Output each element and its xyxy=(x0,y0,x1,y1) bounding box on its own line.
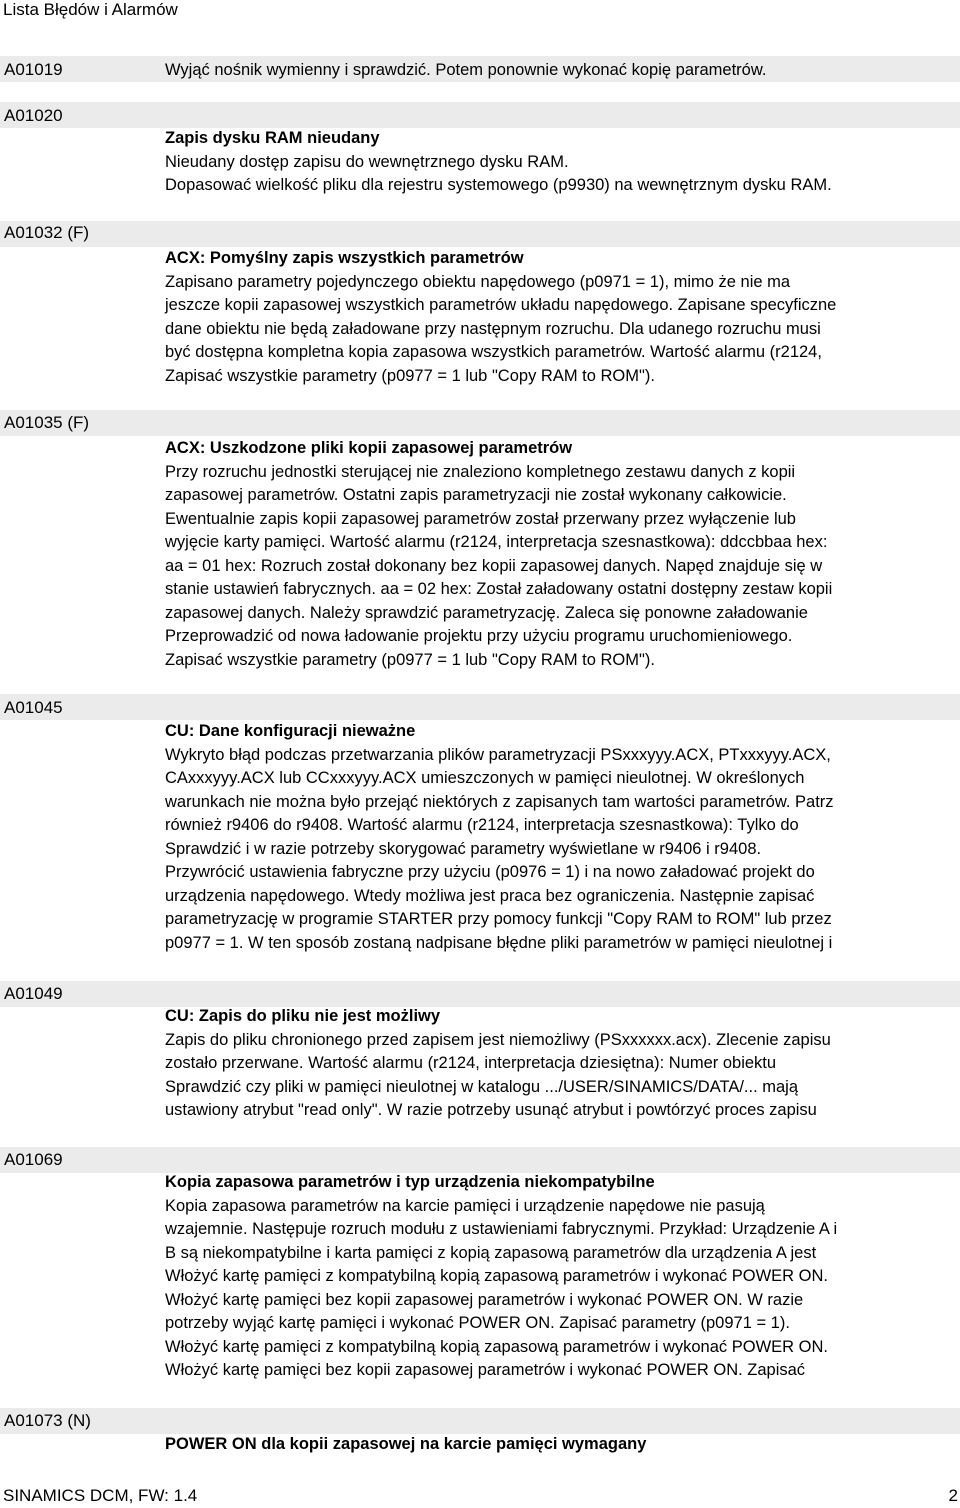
entry-code: A01049 xyxy=(4,984,63,1003)
entry-band xyxy=(0,1408,960,1434)
entry-body xyxy=(165,437,955,672)
entry-line: Zapisano parametry pojedynczego obiektu napędowego (p0971 = 1), mimo że nie ma xyxy=(165,272,791,291)
entry-title: CU: Dane konfiguracji nieważne xyxy=(165,722,416,740)
entry-line: Sprawdzić czy pliki w pamięci nieulotnej w katalogu .../USER/SINAMICS/DATA/... mają xyxy=(165,1077,799,1096)
entry-line: Włożyć kartę pamięci z kompatybilną kopią zapasową parametrów i wykonać POWER ON. xyxy=(165,1267,828,1285)
entry-body xyxy=(165,1433,955,1457)
footer-page-number: 2 xyxy=(948,1486,958,1505)
page-title: Lista Błędów i Alarmów xyxy=(3,0,178,19)
entry-line: p0977 = 1. W ten sposób zostaną nadpisane błędne pliki parametrów w pamięci nieulotnej i xyxy=(165,933,833,952)
entry-line: urządzenia napędowego. Wtedy możliwa jest praca bez ograniczenia. Następnie zapisać xyxy=(165,886,815,905)
entry-body xyxy=(165,247,955,388)
entry-line: Ewentualnie zapis kopii zapasowej parametrów został przerwany przez wyłączenie lub xyxy=(165,509,796,528)
entry-line: parametryzację w programie STARTER przy pomocy funkcji "Copy RAM to ROM" lub przez xyxy=(165,910,832,928)
entry-line: dane obiektu nie będą załadowane przy następnym rozruchu. Dla udanego rozruchu musi xyxy=(165,319,821,338)
entry-body xyxy=(165,1171,955,1383)
entry-line: aa = 01 hex: Rozruch został dokonany bez kopii zapasowej danych. Napęd znajduje się w xyxy=(165,556,823,575)
entry-band xyxy=(0,981,960,1007)
entry-line: Nieudany dostęp zapisu do wewnętrznego dysku RAM. xyxy=(165,152,569,171)
entry-line: CAxxxyyy.ACX lub CCxxxyyy.ACX umieszczonych w pamięci nieulotnej. W określonych xyxy=(165,769,805,787)
entry-line: zapasowej parametrów. Ostatni zapis parametryzacji nie został wykonany całkowicie. xyxy=(165,486,787,504)
entry-line: Przeprowadzić od nowa ładowanie projektu przy użyciu programu uruchomieniowego. xyxy=(165,627,793,645)
entry-line: zapasowej danych. Należy sprawdzić parametryzację. Zaleca się ponowne załadowanie xyxy=(165,603,808,622)
entry-code: A01020 xyxy=(4,106,63,125)
entry-body xyxy=(165,59,955,83)
entry-line: zostało przerwane. Wartość alarmu (r2124, interpretacja dziesiętna): Numer obiektu xyxy=(165,1054,777,1072)
entry-band xyxy=(0,221,960,247)
entry-line: wzajemnie. Następuje rozruch modułu z ustawieniami fabrycznymi. Przykład: Urządzenie A i xyxy=(165,1220,838,1238)
footer-product: SINAMICS DCM, FW: 1.4 xyxy=(3,1486,198,1505)
entry-line: wyjęcie karty pamięci. Wartość alarmu (r2124, interpretacja szesnastkowa): ddccbbaa hex: xyxy=(165,533,828,551)
entry-band xyxy=(0,410,960,436)
entry-band xyxy=(0,694,960,720)
entry-line: Zapis do pliku chronionego przed zapisem jest niemożliwy (PSxxxxxx.acx). Zlecenie zapisu xyxy=(165,1030,831,1049)
entry-line: Włożyć kartę pamięci bez kopii zapasowej parametrów i wykonać POWER ON. W razie xyxy=(165,1290,804,1309)
entry-line: Wykryto błąd podczas przetwarzania plików parametryzacji PSxxxyyy.ACX, PTxxxyyy.ACX, xyxy=(165,745,831,764)
entry-title: Zapis dysku RAM nieudany xyxy=(165,129,380,147)
entry-line: warunkach nie można było przejąć niektórych z zapisanych tam wartości parametrów. Patrz xyxy=(165,792,834,811)
entry-code: A01035 (F) xyxy=(4,413,90,432)
entry-line: ustawiony atrybut "read only". W razie potrzeby usunąć atrybut i powtórzyć proces zapisu xyxy=(165,1101,817,1119)
entry-line: Kopia zapasowa parametrów na karcie pamięci i urządzenie napędowe nie pasują xyxy=(165,1196,765,1215)
page-header xyxy=(0,0,960,22)
entry-title: ACX: Uszkodzone pliki kopii zapasowej parametrów xyxy=(165,439,573,457)
entry-code: A01032 (F) xyxy=(4,223,90,242)
entry-title: POWER ON dla kopii zapasowej na karcie pamięci wymagany xyxy=(165,1435,647,1453)
entry-line: również r9406 do r9408. Wartość alarmu (r2124, interpretacja szesnastkowa): Tylko do xyxy=(165,816,799,834)
entry-line: być dostępna kompletna kopia zapasowa wszystkich parametrów. Wartość alarmu (r2124, xyxy=(165,343,822,361)
entry-line: potrzeby wyjąć kartę pamięci i wykonać POWER ON. Zapisać parametry (p0971 = 1). xyxy=(165,1314,790,1332)
entry-code: A01019 xyxy=(4,60,63,79)
entry-code: A01045 xyxy=(4,698,63,717)
entry-line: jeszcze kopii zapasowej wszystkich parametrów układu napędowego. Zapisane specyficzne xyxy=(165,296,837,314)
entry-title: Kopia zapasowa parametrów i typ urządzenia niekompatybilne xyxy=(165,1173,655,1191)
entry-line: Wyjąć nośnik wymienny i sprawdzić. Potem ponownie wykonać kopię parametrów. xyxy=(165,61,767,79)
entry-line: Przy rozruchu jednostki sterującej nie znaleziono kompletnego zestawu danych z kopii xyxy=(165,462,796,481)
entry-body xyxy=(165,127,955,198)
entry-body xyxy=(165,720,955,955)
entry-line: Dopasować wielkość pliku dla rejestru systemowego (p9930) na wewnętrznym dysku RAM. xyxy=(165,176,832,194)
entry-code: A01073 (N) xyxy=(4,1411,91,1430)
entry-body xyxy=(165,1005,955,1123)
entry-title: ACX: Pomyślny zapis wszystkich parametrów xyxy=(165,249,524,267)
entry-band xyxy=(0,1147,960,1173)
entry-line: Przywrócić ustawienia fabryczne przy użyciu (p0976 = 1) i na nowo załadować projekt do xyxy=(165,863,815,881)
entry-code: A01069 xyxy=(4,1150,63,1169)
entry-line: stanie ustawień fabrycznych. aa = 02 hex: Został załadowany ostatni dostępny zestaw kopii xyxy=(165,580,833,598)
entry-line: B są niekompatybilne i karta pamięci z kopią zapasową parametrów dla urządzenia A jest xyxy=(165,1243,817,1262)
entry-line: Włożyć kartę pamięci z kompatybilną kopią zapasową parametrów i wykonać POWER ON. xyxy=(165,1337,828,1356)
entry-line: Sprawdzić i w razie potrzeby skorygować parametry wyświetlane w r9406 i r9408. xyxy=(165,839,762,858)
entry-line: Zapisać wszystkie parametry (p0977 = 1 lub "Copy RAM to ROM"). xyxy=(165,650,655,669)
entry-line: Włożyć kartę pamięci bez kopii zapasowej parametrów i wykonać POWER ON. Zapisać xyxy=(165,1361,806,1379)
entry-title: CU: Zapis do pliku nie jest możliwy xyxy=(165,1007,441,1025)
entry-line: Zapisać wszystkie parametry (p0977 = 1 lub "Copy RAM to ROM"). xyxy=(165,366,655,385)
entry-band xyxy=(0,102,960,128)
